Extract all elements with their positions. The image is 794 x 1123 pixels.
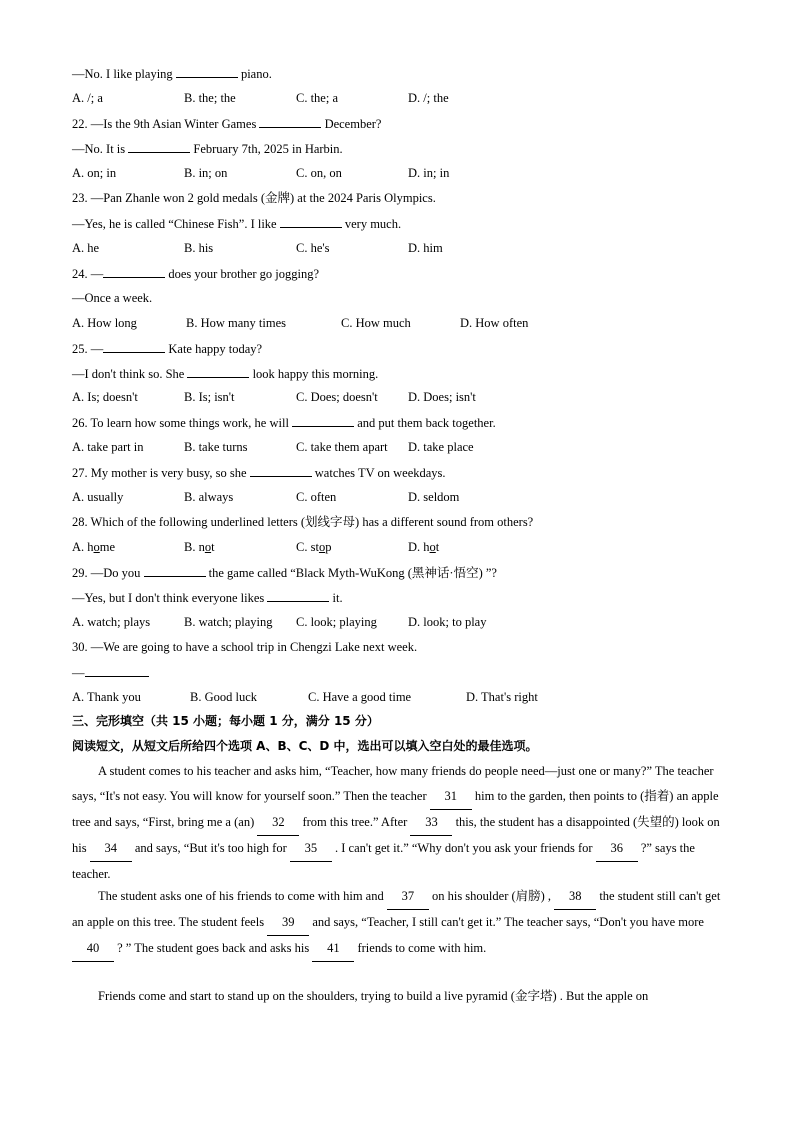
option-d[interactable]: D. hot bbox=[408, 540, 440, 554]
option-c[interactable]: C. stop bbox=[296, 540, 332, 554]
q28-stem: 28. Which of the following underlined letters (划线字母) has a different sound from others? bbox=[72, 515, 534, 529]
blank-35[interactable]: 35 bbox=[290, 836, 332, 862]
q25-stem: 25. — Kate happy today? bbox=[72, 342, 263, 356]
blank-33[interactable]: 33 bbox=[410, 810, 452, 836]
q29-stem: 29. —Do you the game called “Black Myth-WuKong (黑神话·悟空) ”? bbox=[72, 566, 497, 580]
option-b[interactable]: B. his bbox=[184, 241, 214, 255]
q24-stem: 24. — does your brother go jogging? bbox=[72, 267, 320, 281]
option-b[interactable]: B. How many times bbox=[186, 316, 286, 330]
answer-blank[interactable] bbox=[144, 564, 206, 577]
blank-41[interactable]: 41 bbox=[312, 936, 354, 962]
passage-paragraph-2: The student asks one of his friends to come with him and 37 on his shoulder (肩膀) , 38 the student still can't get an apple on this tree. The student feels 39 and says, “Teacher, I still can't get it.” The teacher says, “Don't you have more 40 ? ” The student goes back and asks his 41 friends to come with him. bbox=[72, 884, 722, 962]
blank-32[interactable]: 32 bbox=[257, 810, 299, 836]
section-heading: 三、完形填空（共 15 小题；每小题 1 分，满分 15 分） bbox=[72, 714, 379, 728]
option-c[interactable]: C. he's bbox=[296, 241, 330, 255]
q22-answer: —No. It is February 7th, 2025 in Harbin. bbox=[72, 142, 343, 156]
option-a[interactable]: A. Is; doesn't bbox=[72, 390, 138, 404]
option-c[interactable]: C. How much bbox=[341, 316, 411, 330]
answer-blank[interactable] bbox=[103, 265, 165, 278]
answer-blank[interactable] bbox=[176, 65, 238, 78]
section-instruction: 阅读短文，从短文后所给四个选项 A、B、C、D 中，选出可以填入空白处的最佳选项。 bbox=[72, 739, 538, 753]
option-d[interactable]: D. seldom bbox=[408, 490, 460, 504]
option-d[interactable]: D. in; in bbox=[408, 166, 450, 180]
q21-answer: —No. I like playing piano. bbox=[72, 67, 272, 81]
option-a[interactable]: A. /; a bbox=[72, 91, 103, 105]
blank-39[interactable]: 39 bbox=[267, 910, 309, 936]
option-a[interactable]: A. home bbox=[72, 540, 116, 554]
q23-stem: 23. —Pan Zhanle won 2 gold medals (金牌) at the 2024 Paris Olympics. bbox=[72, 191, 436, 205]
answer-blank[interactable] bbox=[85, 664, 149, 677]
answer-blank[interactable] bbox=[280, 215, 342, 228]
option-a[interactable]: A. on; in bbox=[72, 166, 117, 180]
blank-31[interactable]: 31 bbox=[430, 784, 472, 810]
option-d[interactable]: D. look; to play bbox=[408, 615, 487, 629]
answer-blank[interactable] bbox=[250, 464, 312, 477]
option-c[interactable]: C. Does; doesn't bbox=[296, 390, 378, 404]
option-b[interactable]: B. take turns bbox=[184, 440, 248, 454]
answer-blank[interactable] bbox=[292, 414, 354, 427]
option-d[interactable]: D. How often bbox=[460, 316, 529, 330]
answer-blank[interactable] bbox=[103, 340, 165, 353]
option-b[interactable]: B. the; the bbox=[184, 91, 236, 105]
option-d[interactable]: D. Does; isn't bbox=[408, 390, 476, 404]
option-c[interactable]: C. the; a bbox=[296, 91, 339, 105]
answer-blank[interactable] bbox=[267, 589, 329, 602]
blank-40[interactable]: 40 bbox=[72, 936, 114, 962]
answer-blank[interactable] bbox=[128, 140, 190, 153]
option-b[interactable]: B. in; on bbox=[184, 166, 228, 180]
passage-paragraph-3: Friends come and start to stand up on the shoulders, trying to build a live pyramid (金字塔) . But the apple on bbox=[98, 989, 649, 1003]
option-a[interactable]: A. usually bbox=[72, 490, 124, 504]
q26-stem: 26. To learn how some things work, he will and put them back together. bbox=[72, 416, 496, 430]
option-d[interactable]: D. That's right bbox=[466, 690, 538, 704]
q30-answer: — bbox=[72, 664, 149, 681]
q30-stem: 30. —We are going to have a school trip in Chengzi Lake next week. bbox=[72, 640, 418, 654]
option-b[interactable]: B. not bbox=[184, 540, 215, 554]
blank-38[interactable]: 38 bbox=[554, 884, 596, 910]
q27-stem: 27. My mother is very busy, so she watches TV on weekdays. bbox=[72, 466, 446, 480]
option-d[interactable]: D. take place bbox=[408, 440, 474, 454]
option-a[interactable]: A. take part in bbox=[72, 440, 144, 454]
option-a[interactable]: A. he bbox=[72, 241, 100, 255]
blank-36[interactable]: 36 bbox=[596, 836, 638, 862]
option-c[interactable]: C. on, on bbox=[296, 166, 342, 180]
option-d[interactable]: D. /; the bbox=[408, 91, 449, 105]
option-b[interactable]: B. Good luck bbox=[190, 690, 258, 704]
answer-blank[interactable] bbox=[187, 365, 249, 378]
option-c[interactable]: C. look; playing bbox=[296, 615, 377, 629]
option-a[interactable]: A. Thank you bbox=[72, 690, 141, 704]
option-d[interactable]: D. him bbox=[408, 241, 443, 255]
q25-answer: —I don't think so. She look happy this morning. bbox=[72, 367, 379, 381]
q23-answer: —Yes, he is called “Chinese Fish”. I like very much. bbox=[72, 217, 402, 231]
q29-answer: —Yes, but I don't think everyone likes it. bbox=[72, 591, 343, 605]
option-b[interactable]: B. always bbox=[184, 490, 234, 504]
option-a[interactable]: A. watch; plays bbox=[72, 615, 151, 629]
q22-stem: 22. —Is the 9th Asian Winter Games December? bbox=[72, 117, 382, 131]
blank-34[interactable]: 34 bbox=[90, 836, 132, 862]
blank-37[interactable]: 37 bbox=[387, 884, 429, 910]
option-c[interactable]: C. take them apart bbox=[296, 440, 388, 454]
q24-answer: —Once a week. bbox=[72, 291, 153, 305]
answer-blank[interactable] bbox=[259, 115, 321, 128]
passage-paragraph-1: A student comes to his teacher and asks him, “Teacher, how many friends do people need—just one or many?” The teacher says, “It's not easy. You will know for yourself soon.” Then the teacher 31 him to the garden, then points to (指着) an apple tree and says, “First, bring me a (an) 32 from this tree.” After 33 this, the student has a disappointed (失望的) look on his 34 and says, “But it's too high for 35 . I can't get it.” “Why don't you ask your friends for 36 ?” says the teacher. bbox=[72, 764, 720, 881]
option-c[interactable]: C. often bbox=[296, 490, 337, 504]
option-b[interactable]: B. watch; playing bbox=[184, 615, 273, 629]
option-a[interactable]: A. How long bbox=[72, 316, 137, 330]
option-b[interactable]: B. Is; isn't bbox=[184, 390, 235, 404]
option-c[interactable]: C. Have a good time bbox=[308, 690, 412, 704]
